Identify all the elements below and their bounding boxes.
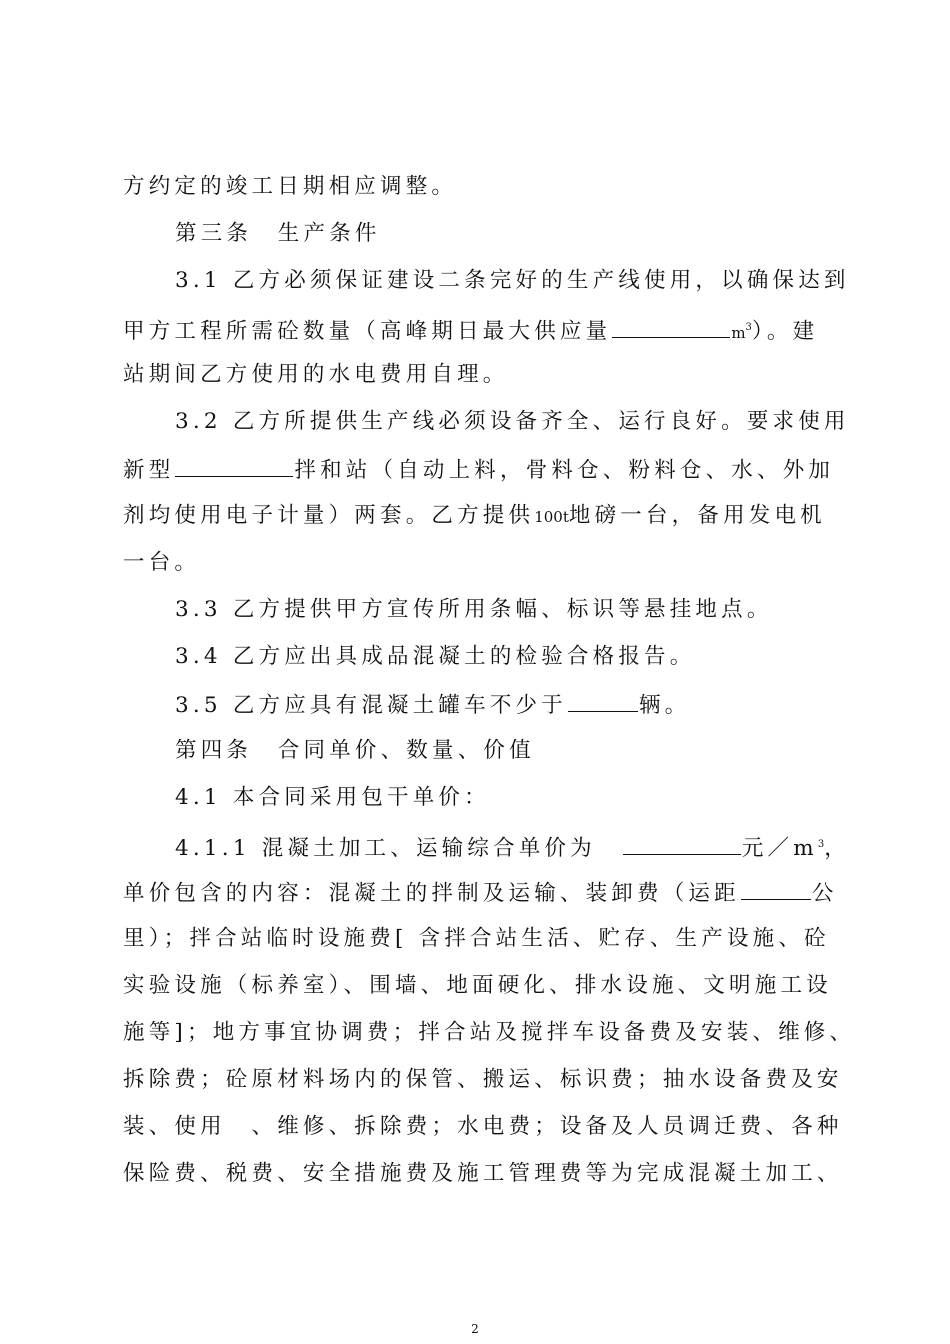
text-line: [123, 877, 838, 909]
text: 拌和站（自动上料，骨料仓、粉料仓、水、外加: [294, 458, 835, 483]
text-line: [175, 783, 490, 813]
text-line: [175, 642, 695, 672]
text: 第四条 合同单价、数量、价值: [175, 738, 535, 763]
text: 3.2 乙方所提供生产线必须设备齐全、运行良好。要求使用: [175, 409, 850, 434]
text: 元／m: [741, 836, 818, 862]
superscript: 3: [817, 839, 825, 850]
section-heading: [175, 219, 381, 249]
text-line: [123, 501, 826, 532]
page-number: 2: [471, 1322, 479, 1336]
fill-blank: [741, 877, 811, 900]
text-line: [123, 360, 509, 390]
text-line: [175, 595, 773, 625]
text: 里）；拌合站临时设施费[ 含拌合站生活、贮存、生产设施、砼: [123, 926, 830, 951]
text: 实验设施（标养室）、围墙、地面硬化、排水设施、文明施工设: [123, 973, 832, 998]
text: 100t: [534, 508, 569, 526]
text: 4.1 本合同采用包干单价：: [175, 785, 490, 810]
text-line: [123, 548, 200, 578]
superscript: 3: [745, 322, 752, 333]
text: 装、使用 、维修、拆除费；水电费；设备及人员调迁费、各种: [123, 1114, 843, 1139]
text: 3.5 乙方应具有混凝土罐车不少于: [175, 693, 567, 718]
text: 施等]；地方事宜协调费；拌合站及搅拌车设备费及安装、维修、: [123, 1020, 856, 1045]
text: 公: [811, 881, 838, 906]
text: 地磅一台，备用发电机: [568, 503, 826, 528]
section-heading: [175, 736, 535, 766]
fill-blank: [568, 689, 638, 712]
text: 辆。: [638, 693, 691, 718]
text: 3.1 乙方必须保证建设二条完好的生产线使用，以确保达到: [175, 268, 850, 293]
text-line: [123, 971, 832, 1001]
text: 3.4 乙方应出具成品混凝土的检验合格报告。: [175, 644, 696, 669]
text: 方约定的竣工日期相应调整。: [123, 174, 458, 199]
text-line: [123, 1065, 843, 1095]
text: ，: [824, 836, 850, 862]
text-line: [123, 172, 457, 202]
unit-text: m: [731, 324, 746, 343]
text-line: [123, 924, 830, 954]
text: 拆除费；砼原材料场内的保管、搬运、标识费；抽水设备费及安: [123, 1067, 843, 1092]
text-line: [175, 266, 850, 296]
text: 3.3 乙方提供甲方宣传所用条幅、标识等悬挂地点。: [175, 597, 773, 622]
text-line: [123, 313, 818, 348]
text-line: [123, 454, 834, 486]
text: 一台。: [123, 550, 201, 575]
text: 保险费、税费、安全措施费及施工管理费等为完成混凝土加工、: [123, 1161, 843, 1186]
text-line: [123, 1018, 855, 1048]
text: 站期间乙方使用的水电费用自理。: [123, 362, 509, 387]
text: 单价包含的内容：混凝土的拌制及运输、装卸费（运距: [123, 881, 740, 906]
text: 第三条 生产条件: [175, 221, 381, 246]
text-line: [175, 407, 850, 437]
text-line: [175, 689, 690, 721]
text: ）。建: [751, 319, 819, 345]
text-line: [175, 830, 850, 864]
text: 剂均使用电子计量）两套。乙方提供: [123, 503, 535, 528]
text: 新型: [123, 458, 175, 483]
fill-blank: [175, 454, 293, 477]
text: 4.1.1 混凝土加工、运输综合单价为: [175, 836, 596, 862]
text-line: [123, 1112, 843, 1142]
fill-blank: [612, 315, 730, 338]
text: 甲方工程所需砼数量（高峰期日最大供应量: [123, 319, 612, 345]
text-line: [123, 1159, 843, 1189]
fill-blank: [623, 832, 741, 855]
